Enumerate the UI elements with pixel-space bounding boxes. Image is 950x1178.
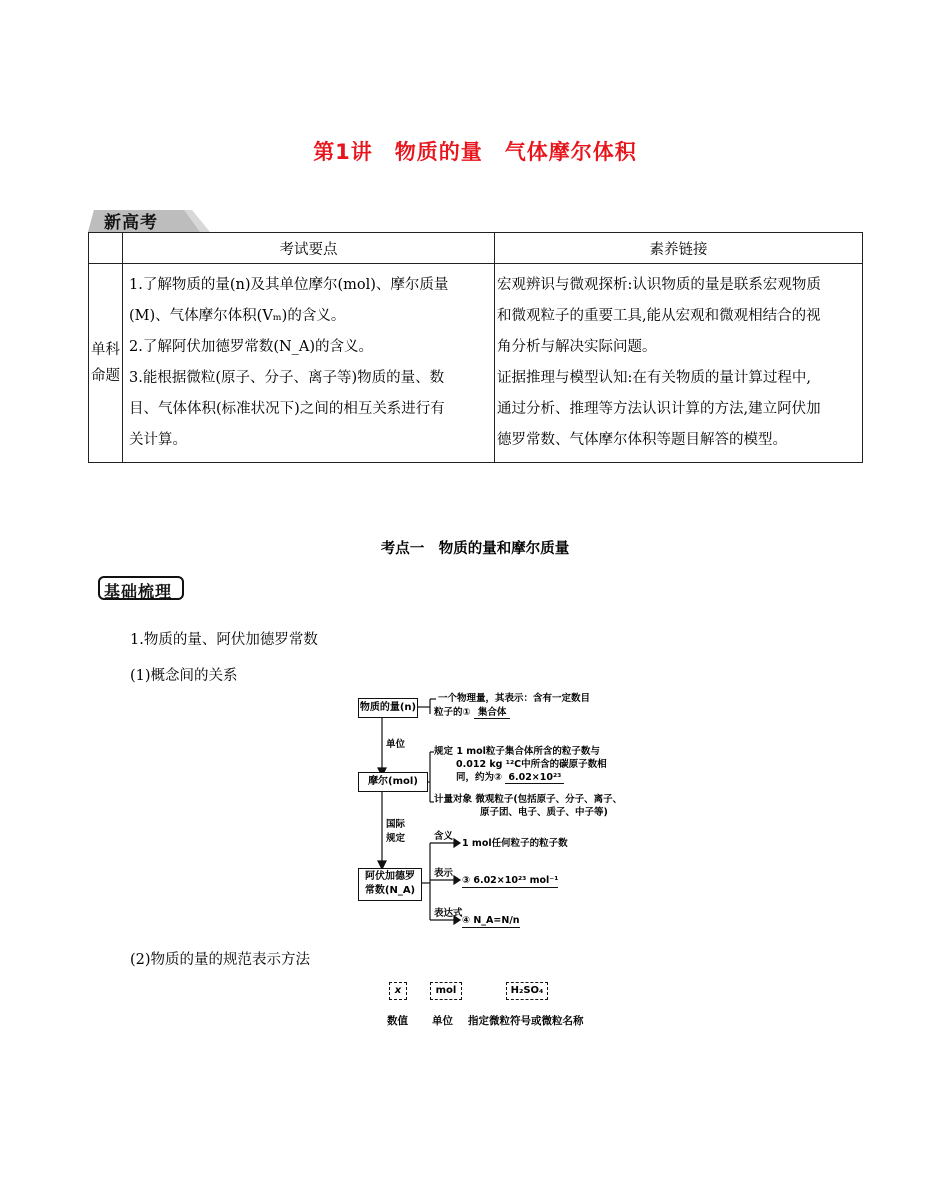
b3-meaning-label: 含义	[434, 831, 454, 842]
b3-meaning-text: 1 mol任何粒子的粒子数	[462, 838, 568, 849]
b2-obj	[434, 793, 622, 806]
b1-answer: 集合体	[474, 707, 511, 719]
box-mole	[358, 772, 428, 792]
literacy-line: 证据推理与模型认知:在有关物质的量计算过程中,	[497, 370, 811, 386]
box-mole-label: 摩尔(mol)	[368, 776, 418, 787]
b2-def	[434, 745, 600, 758]
box-avogadro-line: 阿伏加德罗	[365, 871, 415, 882]
paragraph-2: (1)概念间的关系	[130, 668, 238, 684]
b2-obj-label: 计量对象	[434, 794, 473, 805]
header-literacy-links: 素养链接	[495, 233, 863, 264]
box-avogadro	[358, 868, 422, 901]
notation-label-particle: 指定微粒符号或微粒名称	[468, 1015, 584, 1027]
b1-line2	[434, 706, 510, 719]
b1-line2-text: 粒子的①	[434, 707, 471, 718]
b2-line3	[456, 771, 564, 784]
notation-box-value: x	[389, 982, 407, 1000]
literacy-line: 和微观粒子的重要工具,能从宏观和微观相结合的视	[497, 308, 821, 324]
badge-label: 基础梳理	[104, 582, 173, 601]
exam-points-cell	[123, 264, 495, 463]
basics-badge	[98, 575, 184, 605]
box-amount-label: 物质的量(n)	[359, 702, 417, 713]
b2-def-label: 规定	[434, 746, 454, 757]
literacy-line: 德罗常数、气体摩尔体积等题目解答的模型。	[497, 432, 787, 448]
paragraph-3: (2)物质的量的规范表示方法	[130, 952, 311, 968]
arrow-label-intl: 国际	[386, 819, 406, 830]
box-avogadro-line: 常数(N_A)	[364, 885, 416, 896]
literacy-line: 通过分析、推理等方法认识计算的方法,建立阿伏加	[497, 401, 821, 417]
requirements-table	[88, 232, 863, 463]
header-exam-points: 考试要点	[123, 233, 495, 264]
tag-label: 新高考	[104, 213, 158, 233]
b2-obj1: 微观粒子(包括原子、分子、离子、	[475, 794, 623, 805]
exam-point-line: (M)、气体摩尔体积(Vₘ)的含义。	[129, 308, 346, 324]
side-label	[89, 264, 123, 463]
exam-point-line: 目、气体体积(标准状况下)之间的相互关系进行有	[129, 401, 445, 417]
exam-point-line: 1.了解物质的量(n)及其单位摩尔(mol)、摩尔质量	[129, 277, 449, 293]
exam-point-line: 3.能根据微粒(原子、分子、离子等)物质的量、数	[129, 370, 445, 386]
concept-diagram	[350, 690, 630, 930]
b3-expr-answer: ④ N_A=N/n	[462, 915, 520, 926]
paragraph-1: 1.物质的量、阿伏加德罗常数	[130, 632, 318, 648]
b2-obj2: 原子团、电子、质子、中子等)	[480, 807, 608, 818]
b3-show-label: 表示	[434, 868, 454, 879]
table-corner	[89, 233, 123, 264]
b2-line2: 0.012 kg ¹²C中所含的碳原子数相	[456, 759, 607, 770]
notation-label-value: 数值	[387, 1015, 408, 1027]
exam-point-line: 关计算。	[129, 432, 187, 448]
b1-line1: 一个物理量，其表示：含有一定数目	[438, 693, 591, 704]
b3-expr-label: 表达式	[434, 908, 463, 919]
page-title: 第1讲 物质的量 气体摩尔体积	[313, 140, 637, 164]
b2-line1: 1 mol粒子集合体所含的粒子数与	[456, 746, 600, 757]
literacy-line: 角分析与解决实际问题。	[497, 339, 657, 355]
b3-show-answer: ③ 6.02×10²³ mol⁻¹	[462, 875, 559, 886]
arrow-label-unit: 单位	[386, 739, 406, 750]
notation-box-particle: H₂SO₄	[506, 982, 548, 1000]
exam-point-line: 2.了解阿伏加德罗常数(N_A)的含义。	[129, 339, 374, 355]
b2-line3-text: 同，约为②	[456, 772, 503, 783]
notation-label-unit: 单位	[432, 1015, 453, 1027]
arrow-label-rule: 规定	[386, 833, 406, 844]
side-label-line: 单科	[91, 342, 120, 358]
section-title: 考点一 物质的量和摩尔质量	[380, 541, 570, 557]
literacy-links-cell	[495, 264, 863, 463]
side-label-line: 命题	[91, 368, 120, 384]
literacy-line: 宏观辨识与微观探析:认识物质的量是联系宏观物质	[497, 277, 821, 293]
notation-box-unit: mol	[430, 982, 462, 1000]
box-amount-of-substance	[358, 698, 418, 718]
new-gaokao-tag	[88, 206, 210, 232]
b2-answer: 6.02×10²³	[505, 772, 564, 784]
